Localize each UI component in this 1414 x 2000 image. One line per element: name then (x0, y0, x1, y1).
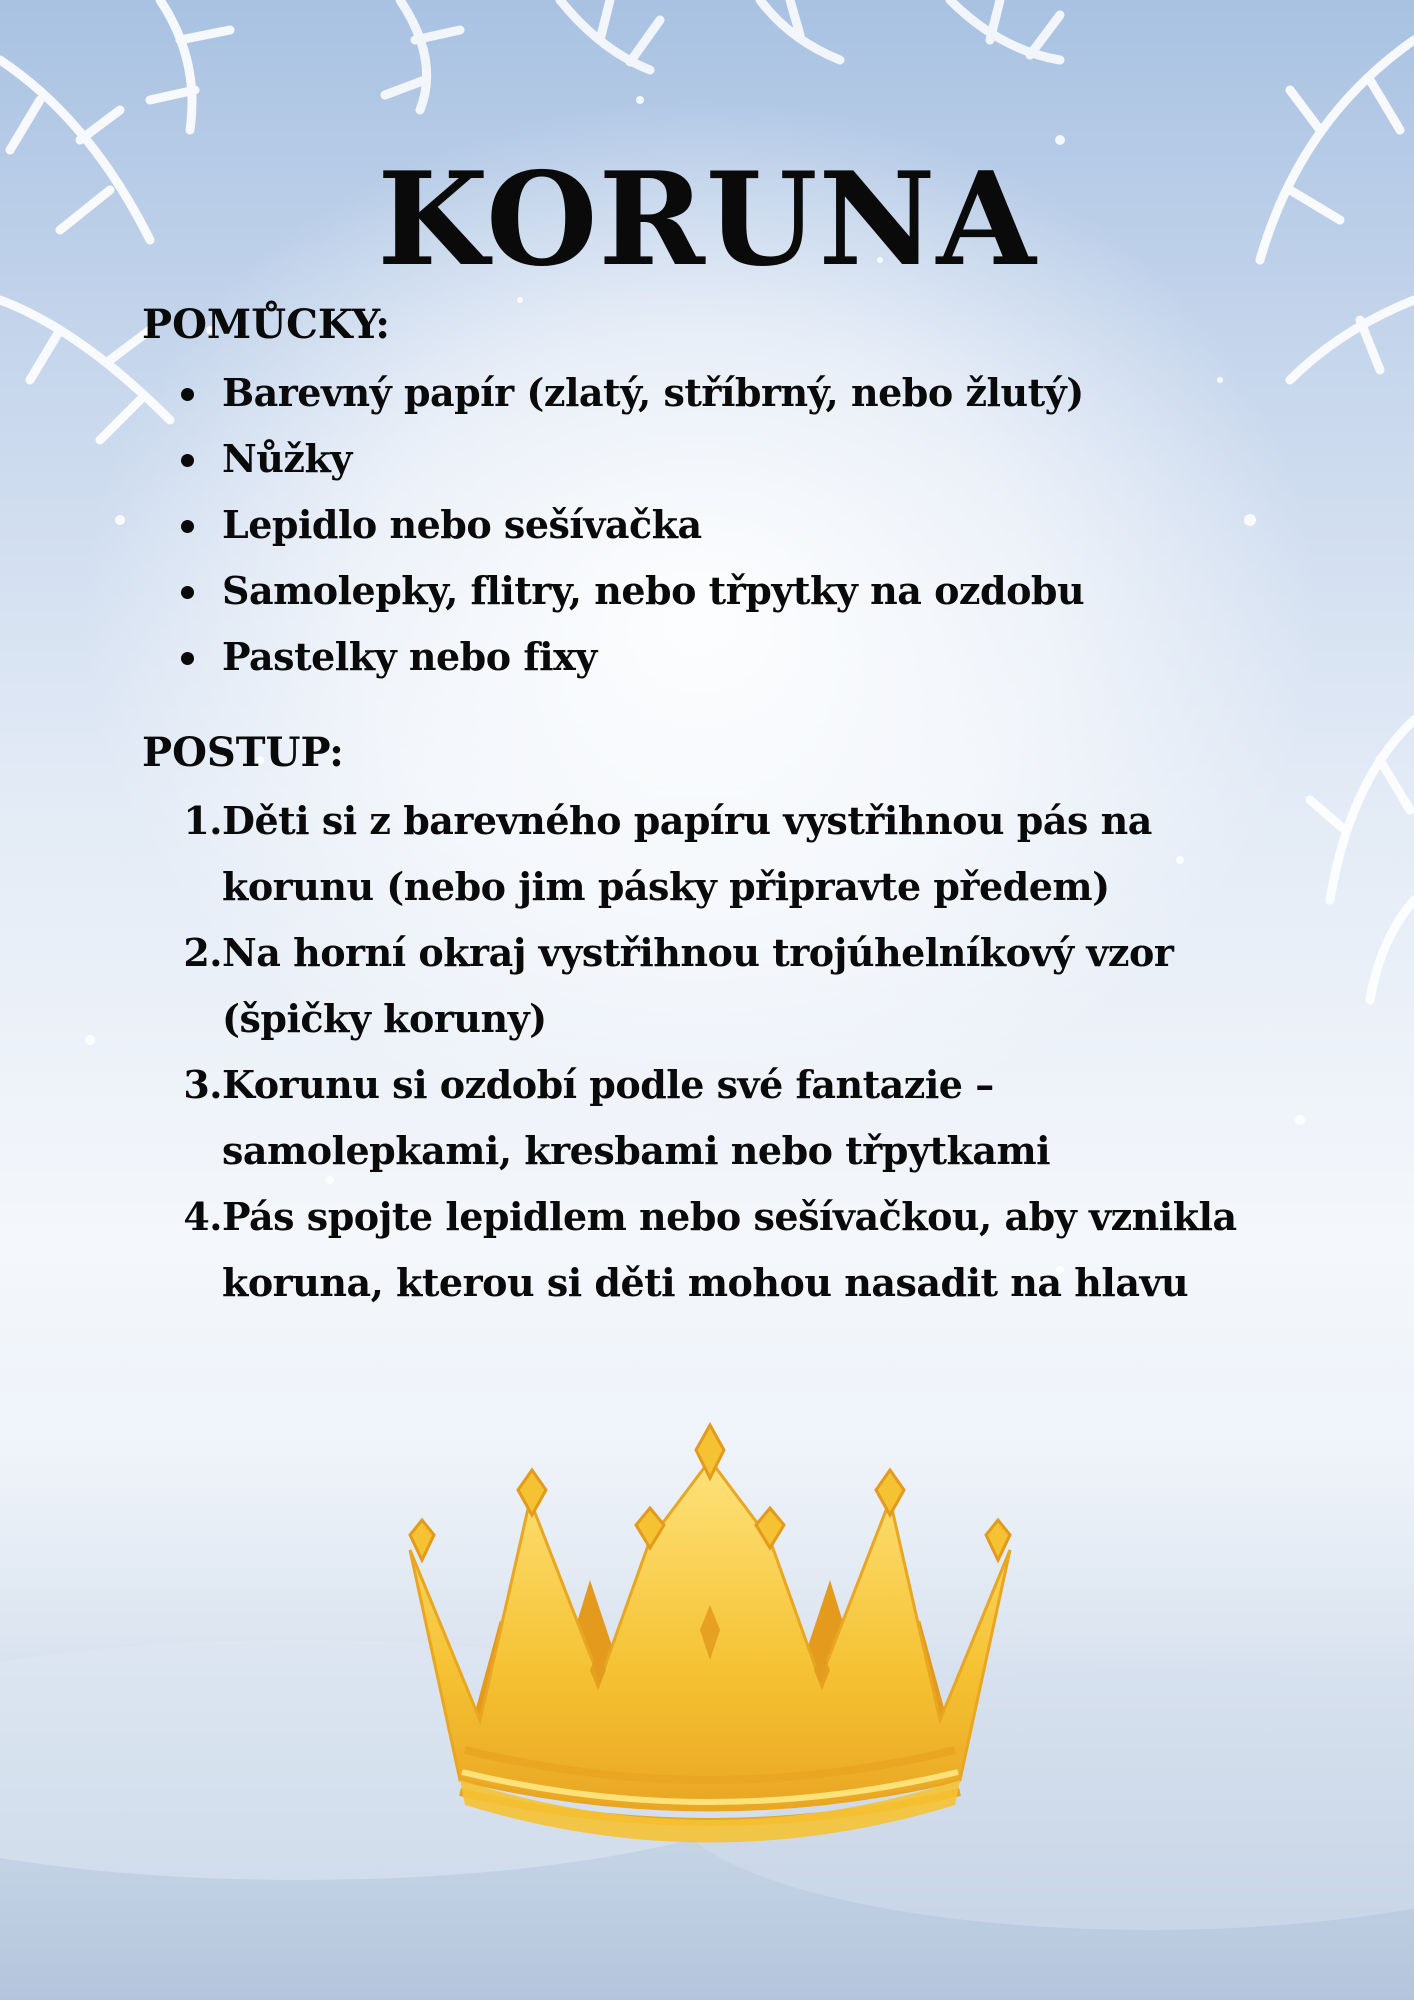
step-text: Děti si z barevného papíru vystřihnou pás na korunu (nebo jim pásky připravte předem) (222, 798, 1152, 909)
step-text: Pás spojte lepidlem nebo sešívačkou, aby vznikla koruna, kterou si děti mohou nasadit na hlavu (222, 1194, 1237, 1305)
supply-item (0, 558, 1084, 624)
step-text: Korunu si ozdobí podle své fantazie – samolepkami, kresbami nebo třpytkami (222, 1062, 1051, 1173)
procedure-list (0, 788, 1292, 1316)
procedure-step (0, 788, 1292, 920)
supply-item (0, 624, 1084, 690)
procedure-step (0, 1052, 1292, 1184)
supply-item-text: Pastelky nebo fixy (222, 634, 597, 679)
procedure-step (0, 920, 1292, 1052)
supply-item (0, 426, 1084, 492)
supplies-heading: POMŮCKY: (142, 301, 390, 348)
supply-item (0, 360, 1084, 426)
supply-item-text: Barevný papír (zlatý, stříbrný, nebo žlutý) (222, 370, 1084, 415)
frost-branch-top (385, 0, 1060, 110)
bullet-icon (181, 586, 194, 599)
page-title: KORUNA (377, 145, 1037, 295)
supply-item-text: Nůžky (222, 436, 352, 481)
supply-item-text: Lepidlo nebo sešívačka (222, 502, 702, 547)
step-number: 1. (183, 798, 222, 843)
step-number: 4. (183, 1194, 222, 1239)
supply-item-text: Samolepky, flitry, nebo třpytky na ozdobu (222, 568, 1085, 613)
procedure-heading: POSTUP: (142, 729, 344, 776)
bullet-icon (181, 388, 194, 401)
step-text: Na horní okraj vystřihnou trojúhelníkový vzor (špičky koruny) (222, 930, 1174, 1041)
supply-item (0, 492, 1084, 558)
procedure-step (0, 1184, 1292, 1316)
step-number: 3. (183, 1062, 222, 1107)
bullet-icon (181, 454, 194, 467)
bullet-icon (181, 652, 194, 665)
supplies-list (0, 360, 1084, 690)
bullet-icon (181, 520, 194, 533)
crown-icon (400, 1420, 1020, 1870)
step-number: 2. (183, 930, 222, 975)
